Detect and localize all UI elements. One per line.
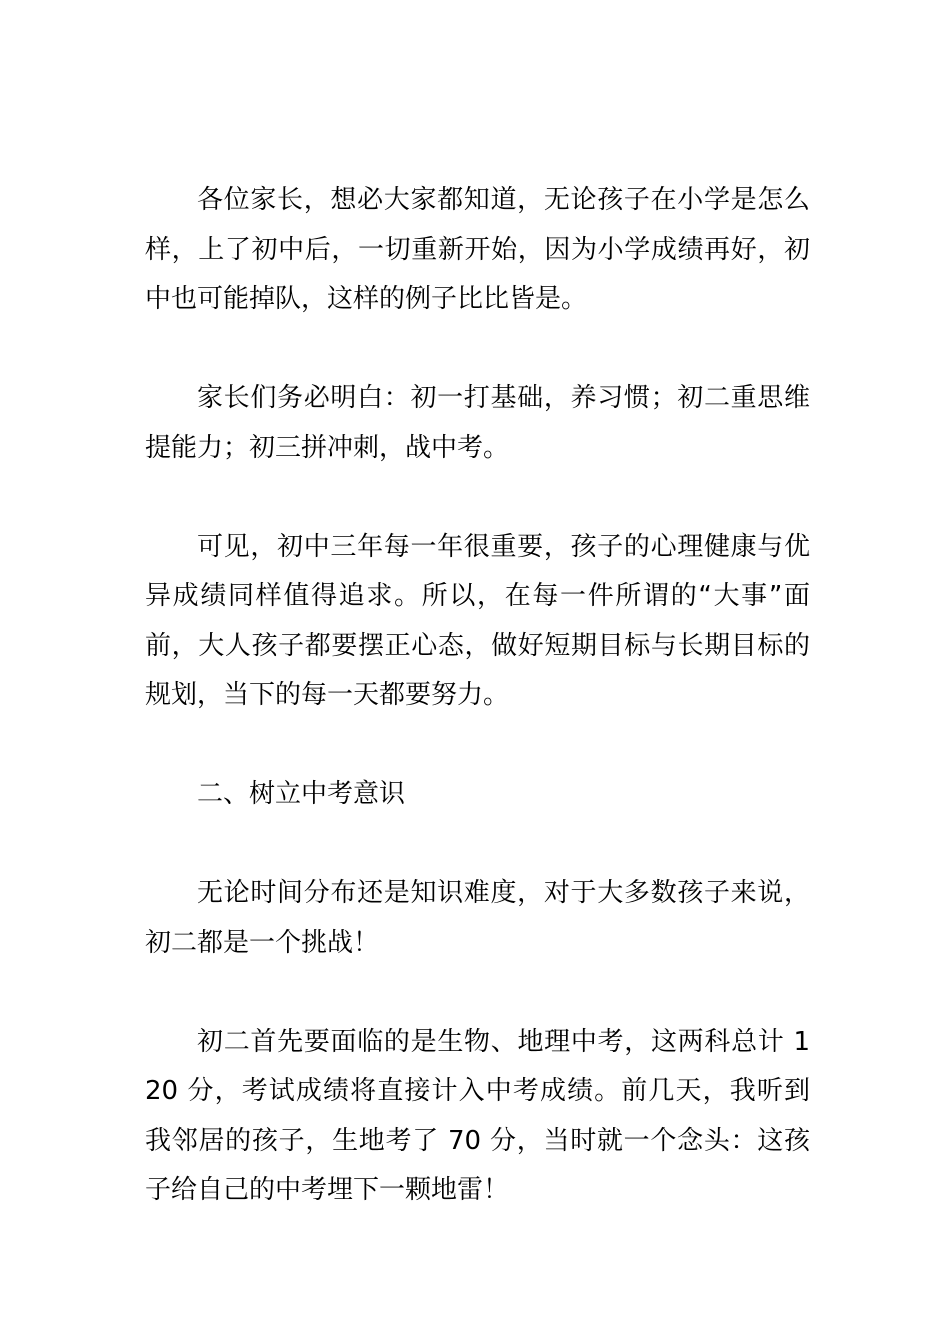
paragraph-challenge: 无论时间分布还是知识难度，对于大多数孩子来说，初二都是一个挑战！ (145, 878, 810, 958)
paragraph-importance: 可见，初中三年每一年很重要，孩子的心理健康与优异成绩同样值得追求。所以，在每一件所谓的“大事”面前，大人孩子都要摆正心态，做好短期目标与长期目标的规划，当下的每一天都要努力。 (145, 531, 810, 710)
paragraph-intro: 各位家长，想必大家都知道，无论孩子在小学是怎么样，上了初中后，一切重新开始，因为小学成绩再好，初中也可能掉队，这样的例子比比皆是。 (145, 185, 810, 314)
document-body (145, 176, 810, 1216)
paragraph-exam: 初二首先要面临的是生物、地理中考，这两科总计 120 分，考试成绩将直接计入中考成绩。前几天，我听到我邻居的孩子，生地考了 70 分，当时就一个念头：这孩子给自己的中考埋下一颗地雷！ (145, 1026, 810, 1205)
section-heading: 二、树立中考意识 (197, 779, 406, 809)
paragraph-grade-goals: 家长们务必明白：初一打基础，养习惯；初二重思维提能力；初三拼冲刺，战中考。 (145, 383, 810, 463)
